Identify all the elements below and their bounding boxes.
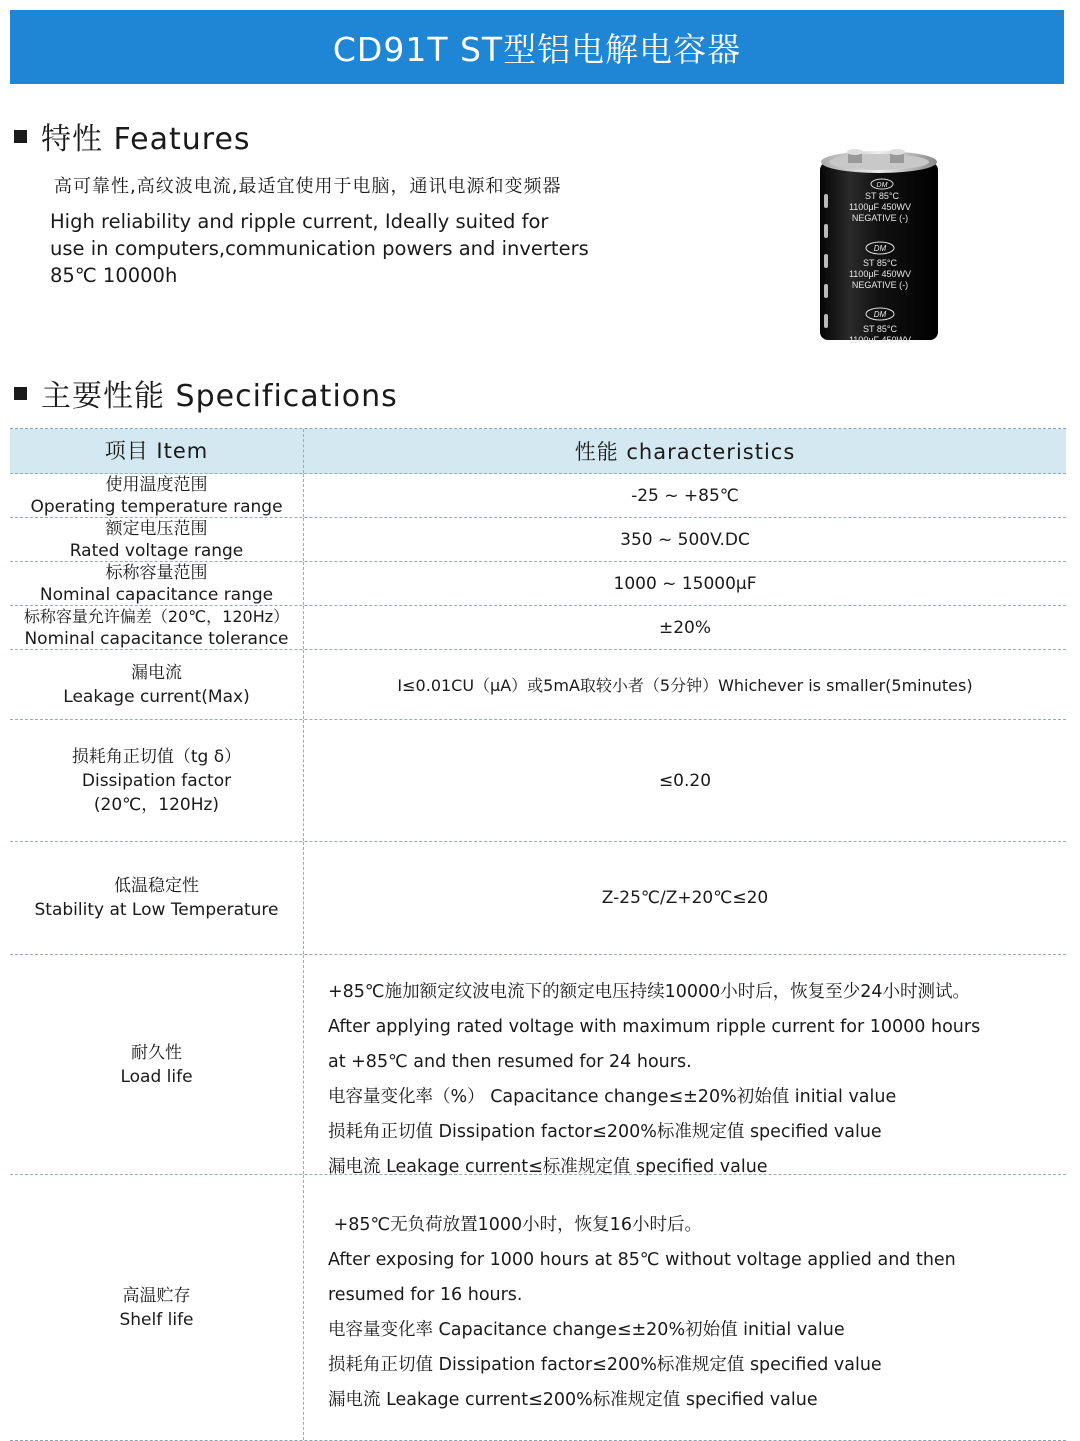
row-label-en: Load life xyxy=(120,1066,193,1087)
value-line: +85℃无负荷放置1000小时，恢复16小时后。 xyxy=(328,1215,702,1235)
svg-text:DM: DM xyxy=(873,310,887,319)
row-label-en: Nominal capacitance range xyxy=(39,584,274,605)
row-value: Z-25℃/Z+20℃≤20 xyxy=(601,888,769,908)
row-label-en-condition: (20℃，120Hz) xyxy=(93,794,220,815)
features-heading-text: 特性 Features xyxy=(41,122,251,157)
row-label-en: Nominal capacitance tolerance xyxy=(24,628,289,649)
table-row xyxy=(10,474,1066,518)
row-value: I≤0.01CU（μA）或5mA取较小者（5分钟）Whichever is smaller(5minutes) xyxy=(397,676,973,695)
header-item: 项目 Item xyxy=(10,429,304,473)
svg-text:DM: DM xyxy=(873,244,887,253)
row-value: ≤0.20 xyxy=(658,770,712,791)
row-label-cn: 损耗角正切值（tg δ） xyxy=(71,746,242,767)
row-label-cn: 使用温度范围 xyxy=(105,474,208,495)
value-line: 损耗角正切值 Dissipation factor≤200%标准规定值 specified value xyxy=(328,1122,882,1142)
svg-text:1100μF 450WV: 1100μF 450WV xyxy=(848,202,912,212)
row-value: 350 ~ 500V.DC xyxy=(620,529,750,550)
value-line: 损耗角正切值 Dissipation factor≤200%标准规定值 specified value xyxy=(328,1355,882,1375)
features-cn: 高可靠性,高纹波电流,最适宜使用于电脑，通讯电源和变频器 xyxy=(54,176,562,197)
row-label xyxy=(10,650,304,719)
row-value-multiline xyxy=(304,1175,1066,1440)
row-label-cn: 标称容量允许偏差（20℃，120Hz） xyxy=(23,606,290,626)
table-row xyxy=(10,720,1066,842)
row-label-cn: 低温稳定性 xyxy=(114,876,199,896)
features-en-line: 85℃ 10000h xyxy=(50,264,178,287)
value-line: resumed for 16 hours. xyxy=(328,1285,523,1305)
specs-heading xyxy=(14,371,398,415)
row-label xyxy=(10,606,304,649)
row-label-en: Operating temperature range xyxy=(30,496,283,517)
svg-text:1100μF 450WV: 1100μF 450WV xyxy=(848,269,912,279)
page-title: CD91T ST型铝电解电容器 xyxy=(332,29,742,69)
header-characteristics: 性能 characteristics xyxy=(574,440,796,464)
row-label xyxy=(10,842,304,954)
row-label-en: Shelf life xyxy=(119,1309,194,1330)
row-value: ±20% xyxy=(658,617,712,638)
table-header-row xyxy=(10,429,1066,474)
table-row xyxy=(10,518,1066,562)
table-row xyxy=(10,1175,1066,1440)
value-line: After applying rated voltage with maximum ripple current for 10000 hours xyxy=(328,1017,981,1037)
table-row xyxy=(10,606,1066,650)
row-label-cn: 耐久性 xyxy=(131,1042,182,1063)
table-row xyxy=(10,955,1066,1175)
specs-heading-text: 主要性能 Specifications xyxy=(41,379,398,414)
value-line: 电容量变化率 Capacitance change≤±20%初始值 initial value xyxy=(328,1320,845,1340)
row-label xyxy=(10,720,304,841)
value-line: 漏电流 Leakage current≤200%标准规定值 specified value xyxy=(328,1390,818,1410)
svg-text:ST 85°C: ST 85°C xyxy=(863,324,897,334)
features-en-line: use in computers,communication powers and inverters xyxy=(50,237,589,260)
row-label-en: Dissipation factor xyxy=(81,770,232,791)
row-label xyxy=(10,518,304,561)
svg-text:DM: DM xyxy=(876,182,888,189)
bullet-square-icon xyxy=(14,130,27,143)
value-line: +85℃施加额定纹波电流下的额定电压持续10000小时后，恢复至少24小时测试。 xyxy=(328,982,971,1002)
value-line: After exposing for 1000 hours at 85℃ without voltage applied and then xyxy=(328,1250,956,1270)
svg-text:ST 85°C: ST 85°C xyxy=(865,191,899,201)
table-row xyxy=(10,562,1066,606)
row-label-cn: 漏电流 xyxy=(131,662,182,683)
row-label-en: Leakage current(Max) xyxy=(63,686,250,707)
row-label-cn: 标称容量范围 xyxy=(105,562,208,583)
row-label-en: Stability at Low Temperature xyxy=(34,900,279,920)
value-line: 电容量变化率（%） Capacitance change≤±20%初始值 initial value xyxy=(328,1087,897,1107)
spec-table xyxy=(10,428,1066,1441)
row-label xyxy=(10,562,304,605)
row-label xyxy=(10,474,304,517)
row-label xyxy=(10,955,304,1174)
row-value: -25 ~ +85℃ xyxy=(631,485,739,506)
table-row xyxy=(10,842,1066,955)
value-line: at +85℃ and then resumed for 24 hours. xyxy=(328,1052,692,1072)
row-label-cn: 高温贮存 xyxy=(122,1285,191,1306)
svg-text:1100μF 450WV: 1100μF 450WV xyxy=(848,335,912,344)
row-value: 1000 ~ 15000μF xyxy=(613,573,757,594)
svg-text:NEGATIVE (-): NEGATIVE (-) xyxy=(851,213,909,223)
value-line: 漏电流 Leakage current≤标准规定值 specified value xyxy=(328,1157,768,1177)
table-row xyxy=(10,650,1066,720)
features-en-line: High reliability and ripple current, Ideally suited for xyxy=(50,210,549,233)
features-block xyxy=(50,172,589,289)
capacitor-photo xyxy=(818,148,940,344)
svg-text:ST 85°C: ST 85°C xyxy=(863,258,897,268)
row-value-multiline xyxy=(304,955,1066,1177)
row-label-cn: 额定电压范围 xyxy=(105,518,208,539)
row-label-en: Rated voltage range xyxy=(69,540,244,561)
title-banner xyxy=(10,10,1064,84)
features-heading xyxy=(14,114,251,158)
bullet-square-icon xyxy=(14,387,27,400)
svg-text:NEGATIVE (-): NEGATIVE (-) xyxy=(851,280,909,290)
row-label xyxy=(10,1175,304,1440)
